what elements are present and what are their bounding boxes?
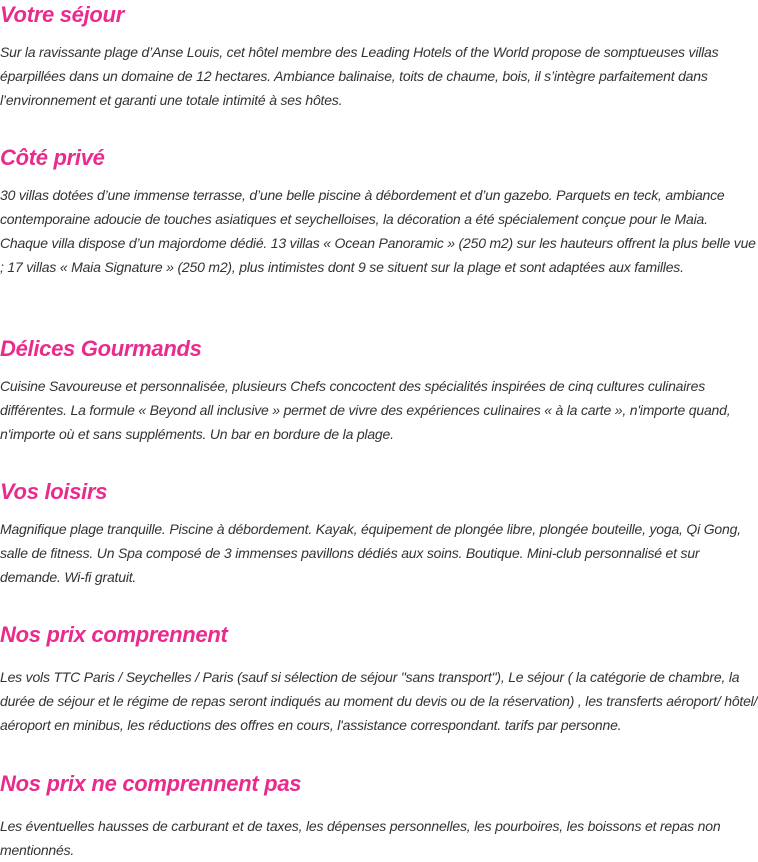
section-title: Vos loisirs xyxy=(0,479,108,504)
section-text: Cuisine Savoureuse et personnalisée, plusieurs Chefs concoctent des spécialités inspirées de cinq cultures culinaires différentes. La formule « Beyond all inclusive » permet de vivre des expériences culinaires « à la carte », n'importe quand, n'importe où et sans suppléments. Un bar en bordure de la plage. xyxy=(0,378,731,442)
section-nos-prix-comprennent xyxy=(0,622,758,737)
section-title: Nos prix ne comprennent pas xyxy=(0,771,302,796)
section-title: Nos prix comprennent xyxy=(0,622,228,647)
section-text: Les vols TTC Paris / Seychelles / Paris (sauf si sélection de séjour "sans transport"), Le séjour ( la catégorie de chambre, la durée de séjour et le régime de repas seront indiqués au moment du devis ou de la réservation) , les transferts aéroport/ hôtel/ aéroport en minibus, les réductions des offres en cours, l'assistance correspondant. tarifs par personne. xyxy=(0,669,758,733)
section-text: 30 villas dotées d’une immense terrasse, d’une belle piscine à débordement et d’un gazebo. Parquets en teck, ambiance contemporaine adoucie de touches asiatiques et seychelloises, la décoration a été spécialement conçue pour le Maia. Chaque villa dispose d’un majordome dédié. 13 villas « Ocean Panoramic » (250 m2) sur les hauteurs offrent la plus belle vue ; 17 villas « Maia Signature » (250 m2), plus intimistes dont 9 se situent sur la plage et sont adaptées aux familles. xyxy=(0,187,756,275)
section-text: Les éventuelles hausses de carburant et de taxes, les dépenses personnelles, les pourboires, les boissons et repas non mentionnés. xyxy=(0,818,721,858)
section-delices-gourmands xyxy=(0,336,758,446)
section-title: Votre séjour xyxy=(0,2,124,27)
section-vos-loisirs xyxy=(0,479,758,589)
section-cote-prive xyxy=(0,145,758,279)
section-title: Côté privé xyxy=(0,145,105,170)
section-votre-sejour xyxy=(0,2,758,112)
section-text: Sur la ravissante plage d’Anse Louis, cet hôtel membre des Leading Hotels of the World propose de somptueuses villas éparpillées dans un domaine de 12 hectares. Ambiance balinaise, toits de chaume, bois, il s’intègre parfaitement dans l’environnement et garanti une totale intimité à ses hôtes. xyxy=(0,44,719,108)
section-title: Délices Gourmands xyxy=(0,336,202,361)
section-nos-prix-ne-comprennent-pas xyxy=(0,771,758,862)
section-text: Magnifique plage tranquille. Piscine à débordement. Kayak, équipement de plongée libre, plongée bouteille, yoga, Qi Gong, salle de fitness. Un Spa composé de 3 immenses pavillons dédiés aux soins. Boutique. Mini-club personnalisé et sur demande. Wi-fi gratuit. xyxy=(0,521,741,585)
